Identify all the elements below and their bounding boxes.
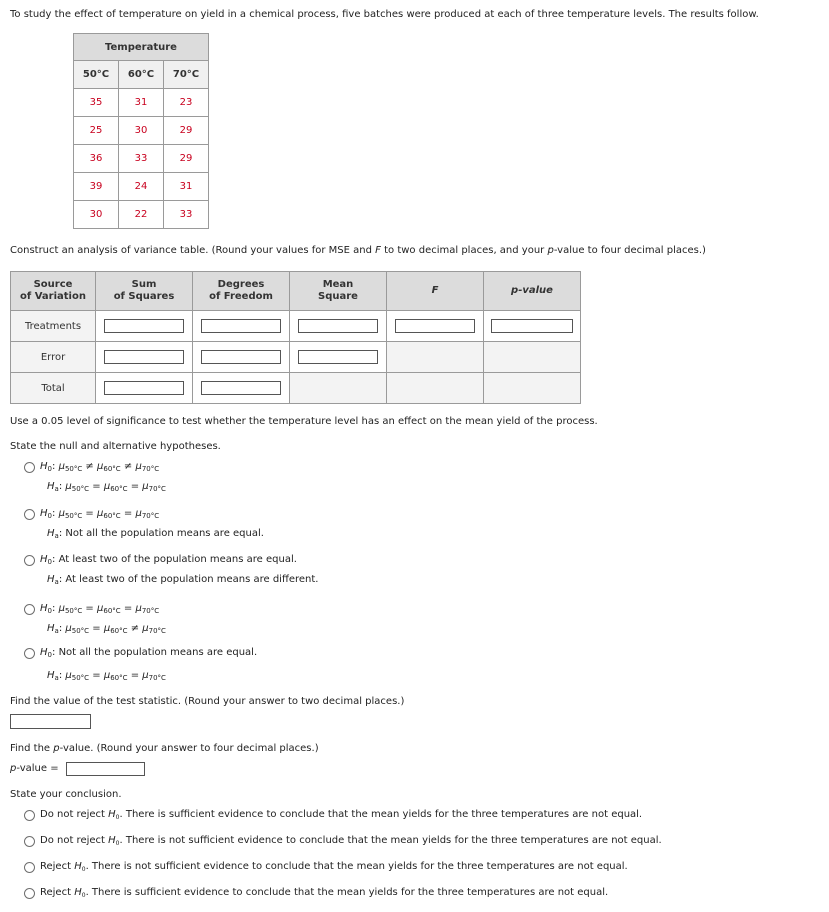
table-row — [74, 145, 209, 173]
table-row — [74, 201, 209, 229]
empty-cell — [484, 373, 581, 404]
cell: 25 — [74, 117, 119, 145]
treatments-ss-input[interactable] — [104, 319, 184, 333]
cell: 31 — [164, 173, 209, 201]
hypothesis-option-4-radio[interactable] — [24, 604, 35, 615]
cell: 22 — [119, 201, 164, 229]
total-ss-input[interactable] — [104, 381, 184, 395]
conclusion-option-2-radio[interactable] — [24, 836, 35, 847]
treatments-pvalue-input[interactable] — [491, 319, 573, 333]
header-70c: 70°C — [164, 61, 209, 89]
cell: 31 — [119, 89, 164, 117]
treatments-ms-input[interactable] — [298, 319, 378, 333]
cell: 30 — [119, 117, 164, 145]
header-source: Source of Variation — [11, 272, 96, 311]
cell: 33 — [164, 201, 209, 229]
header-degrees-of-freedom: Degrees of Freedom — [193, 272, 290, 311]
header-60c: 60°C — [119, 61, 164, 89]
table-row — [74, 117, 209, 145]
header-50c: 50°C — [74, 61, 119, 89]
anova-instructions: Construct an analysis of variance table. (Round your values for MSE and F to two decimal places, and your p-value to four decimal places.) — [10, 245, 706, 256]
row-label-treatments: Treatments — [11, 311, 96, 342]
pvalue-label: p-value = — [10, 763, 59, 774]
test-stat-input[interactable] — [10, 714, 91, 729]
hypothesis-option-3-radio[interactable] — [24, 555, 35, 566]
hypothesis-option-3-h0: $H_0$: At least two of the population means are equal. — [40, 554, 297, 566]
empty-cell — [290, 373, 387, 404]
conclusion-prompt: State your conclusion. — [10, 789, 122, 800]
hypothesis-option-5-ha: $H_a$: $\mu_{50^\circ C} = \mu_{60^\circ C} = \mu_{70^\circ C}$ — [47, 670, 166, 682]
table-row — [11, 342, 581, 373]
treatments-f-input[interactable] — [395, 319, 475, 333]
table-row — [11, 311, 581, 342]
temperature-title: Temperature — [74, 34, 209, 61]
empty-cell — [484, 342, 581, 373]
hypothesis-option-5-radio[interactable] — [24, 648, 35, 659]
error-ms-input[interactable] — [298, 350, 378, 364]
pvalue-input[interactable] — [66, 762, 145, 776]
conclusion-option-4-text: Reject $H_0$. There is sufficient evidence to conclude that the mean yields for the three temperatures are not equal. — [40, 887, 609, 899]
header-p-value: p-value — [484, 272, 581, 311]
cell: 29 — [164, 117, 209, 145]
cell: 24 — [119, 173, 164, 201]
header-sum-of-squares: Sum of Squares — [96, 272, 193, 311]
significance-text: Use a 0.05 level of significance to test whether the temperature level has an effect on the mean yield of the process. — [10, 416, 598, 427]
conclusion-option-2-text: Do not reject $H_0$. There is not sufficient evidence to conclude that the mean yields for the three temperatures are not equal. — [40, 835, 662, 847]
error-ss-input[interactable] — [104, 350, 184, 364]
conclusion-option-1-radio[interactable] — [24, 810, 35, 821]
conclusion-option-3-radio[interactable] — [24, 862, 35, 873]
empty-cell — [387, 373, 484, 404]
header-f: F — [387, 272, 484, 311]
hypotheses-prompt: State the null and alternative hypotheses. — [10, 441, 221, 452]
pvalue-prompt: Find the p-value. (Round your answer to four decimal places.) — [10, 743, 319, 754]
anova-table — [10, 271, 581, 404]
cell: 30 — [74, 201, 119, 229]
hypothesis-option-2-radio[interactable] — [24, 509, 35, 520]
hypothesis-option-1-ha: $H_a$: $\mu_{50^\circ C} = \mu_{60^\circ C} = \mu_{70^\circ C}$ — [47, 481, 166, 493]
table-row — [74, 173, 209, 201]
total-df-input[interactable] — [201, 381, 281, 395]
problem-intro: To study the effect of temperature on yield in a chemical process, five batches were produced at each of three temperature levels. The results follow. — [10, 9, 759, 20]
row-label-total: Total — [11, 373, 96, 404]
hypothesis-option-1-radio[interactable] — [24, 462, 35, 473]
cell: 33 — [119, 145, 164, 173]
cell: 35 — [74, 89, 119, 117]
header-mean-square: Mean Square — [290, 272, 387, 311]
hypothesis-option-5-h0: $H_0$: Not all the population means are equal. — [40, 647, 258, 659]
conclusion-option-1-text: Do not reject $H_0$. There is sufficient evidence to conclude that the mean yields for the three temperatures are not equal. — [40, 809, 643, 821]
conclusion-option-4-radio[interactable] — [24, 888, 35, 899]
conclusion-option-3-text: Reject $H_0$. There is not sufficient evidence to conclude that the mean yields for the three temperatures are not equal. — [40, 861, 628, 873]
hypothesis-option-2-ha: $H_a$: Not all the population means are equal. — [47, 528, 264, 540]
temperature-table — [73, 33, 209, 229]
cell: 23 — [164, 89, 209, 117]
cell: 36 — [74, 145, 119, 173]
hypothesis-option-4-h0: $H_0$: $\mu_{50^\circ C} = \mu_{60^\circ C} = \mu_{70^\circ C}$ — [40, 603, 160, 615]
cell: 39 — [74, 173, 119, 201]
hypothesis-option-1-h0: $H_0$: $\mu_{50^\circ C} \ne \mu_{60^\circ C} \ne \mu_{70^\circ C}$ — [40, 461, 160, 473]
hypothesis-option-2-h0: $H_0$: $\mu_{50^\circ C} = \mu_{60^\circ C} = \mu_{70^\circ C}$ — [40, 508, 160, 520]
treatments-df-input[interactable] — [201, 319, 281, 333]
test-stat-prompt: Find the value of the test statistic. (Round your answer to two decimal places.) — [10, 696, 405, 707]
cell: 29 — [164, 145, 209, 173]
error-df-input[interactable] — [201, 350, 281, 364]
table-row — [11, 373, 581, 404]
table-row — [74, 89, 209, 117]
empty-cell — [387, 342, 484, 373]
hypothesis-option-3-ha: $H_a$: At least two of the population means are different. — [47, 574, 319, 586]
hypothesis-option-4-ha: $H_a$: $\mu_{50^\circ C} = \mu_{60^\circ C} \ne \mu_{70^\circ C}$ — [47, 623, 166, 635]
row-label-error: Error — [11, 342, 96, 373]
